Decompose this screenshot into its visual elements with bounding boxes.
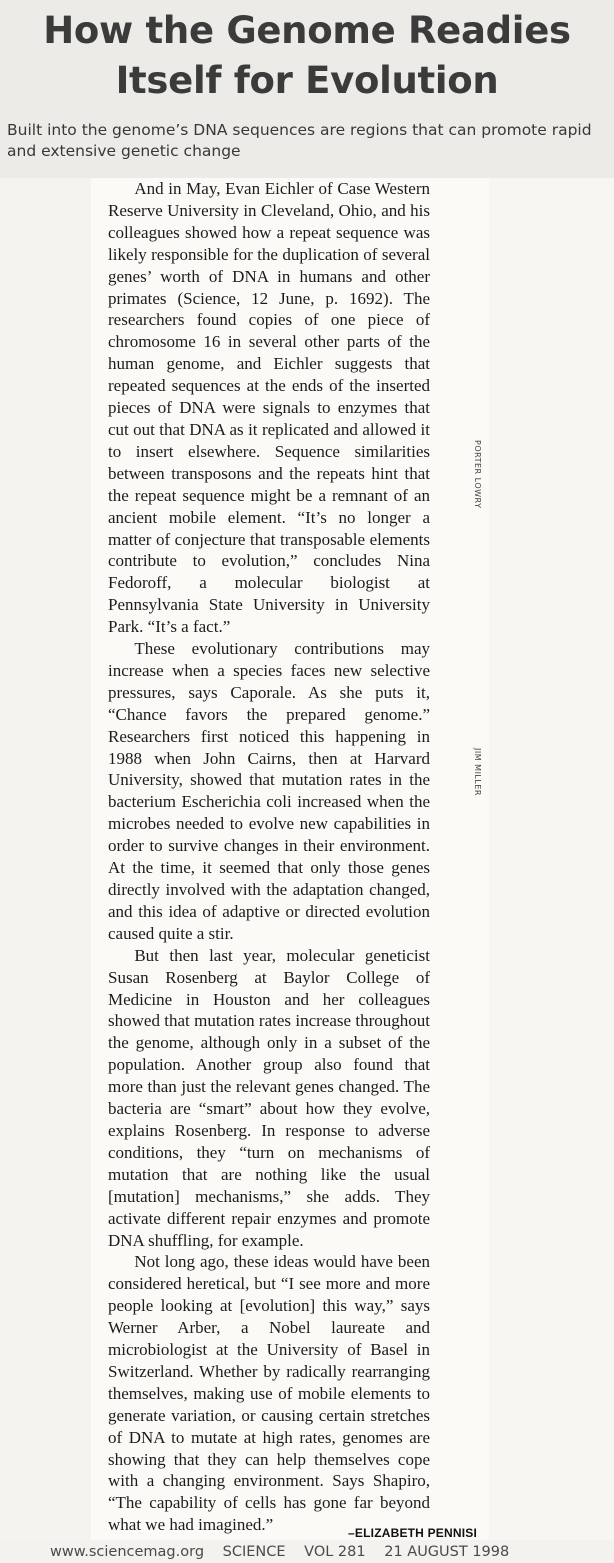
article-title xyxy=(0,6,614,106)
footer-date: 21 AUGUST 1998 xyxy=(384,1544,510,1560)
paragraph-2: These evolutionary contributions may increase when a species faces new selective pressures, says Caporale. As she puts it, “Chance favors the prepared genome.” Researchers first noticed this happening in 1988 when John Cairns, then at Harvard University, showed that mutation rates in the bacterium Escherichia coli increased when the microbes needed to evolve new capabilities in order to survive changes in their environment. At the time, it seemed that only those genes directly involved with the adaptation changed, and this idea of adaptive or directed evolution caused quite a stir. xyxy=(108,639,430,943)
footer-website: www.sciencemag.org xyxy=(50,1544,205,1560)
article-column xyxy=(91,178,489,1540)
paragraph-4: Not long ago, these ideas would have been considered heretical, but “I see more and more people looking at [evolution] this way,” says Werner Arber, a Nobel laureate and microbiologist at the University of Basel in Switzerland. Whether by radically rearranging themselves, making use of mobile elements to generate variation, or causing certain stretches of DNA to mutate at high rates, genomes are showing that they can help themselves cope with a changing environment. Says Shapiro, “The capability of cells has gone far beyond what we had imagined.” xyxy=(108,1252,430,1535)
title-line-2: Itself for Evolution xyxy=(115,59,499,102)
paragraph-3: But then last year, molecular geneticist Susan Rosenberg at Baylor College of Medicine in Houston and her colleagues showed that mutation rates increase throughout the genome, although only in a subset of the population. Another group also found that more than just the relevant genes changed. The bacteria are “smart” about how they evolve, explains Rosenberg. In response to adverse conditions, they “turn on mechanisms of mutation that are nothing like the usual [mutation] mechanisms,” she adds. They activate different repair enzymes and promote DNA shuffling, for example. xyxy=(108,945,430,1250)
photo-credit-porter-lowry: PORTER LOWRY xyxy=(473,440,482,509)
article-subtitle: Built into the genome’s DNA sequences are regions that can promote rapid and extensive genetic change xyxy=(7,121,592,160)
left-margin xyxy=(0,178,91,1540)
title-line-1: How the Genome Readies xyxy=(43,9,571,52)
byline: –ELIZABETH PENNISI xyxy=(348,1526,477,1540)
headline-block xyxy=(0,0,614,178)
footer-journal: SCIENCE xyxy=(222,1544,286,1560)
footer-volume: VOL 281 xyxy=(304,1544,366,1560)
photo-credit-jim-miller: JIM MILLER xyxy=(473,748,482,796)
paragraph-1: And in May, Evan Eichler of Case Western Reserve University in Cleveland, Ohio, and his colleagues showed how a repeat sequence was likely responsible for the duplication of several genes’ worth of DNA in humans and other primates (Science, 12 June, p. 1692). The researchers found copies of one piece of chromosome 16 in several other parts of the human genome, and Eichler suggests that repeated sequences at the ends of the inserted pieces of DNA were signals to enzymes that cut out that DNA as it replicated and allowed it to insert elsewhere. Sequence similarities between transposons and the repeats hint that the repeat sequence might be a remnant of an ancient mobile element. “It’s no longer a matter of conjecture that transposable elements contribute to evolution,” concludes Nina Fedoroff, a molecular biologist at Pennsylvania State University in University Park. “It’s a fact.” xyxy=(108,179,430,637)
page-footer xyxy=(50,1541,610,1563)
article-body xyxy=(108,178,430,1536)
right-margin xyxy=(489,178,614,1540)
